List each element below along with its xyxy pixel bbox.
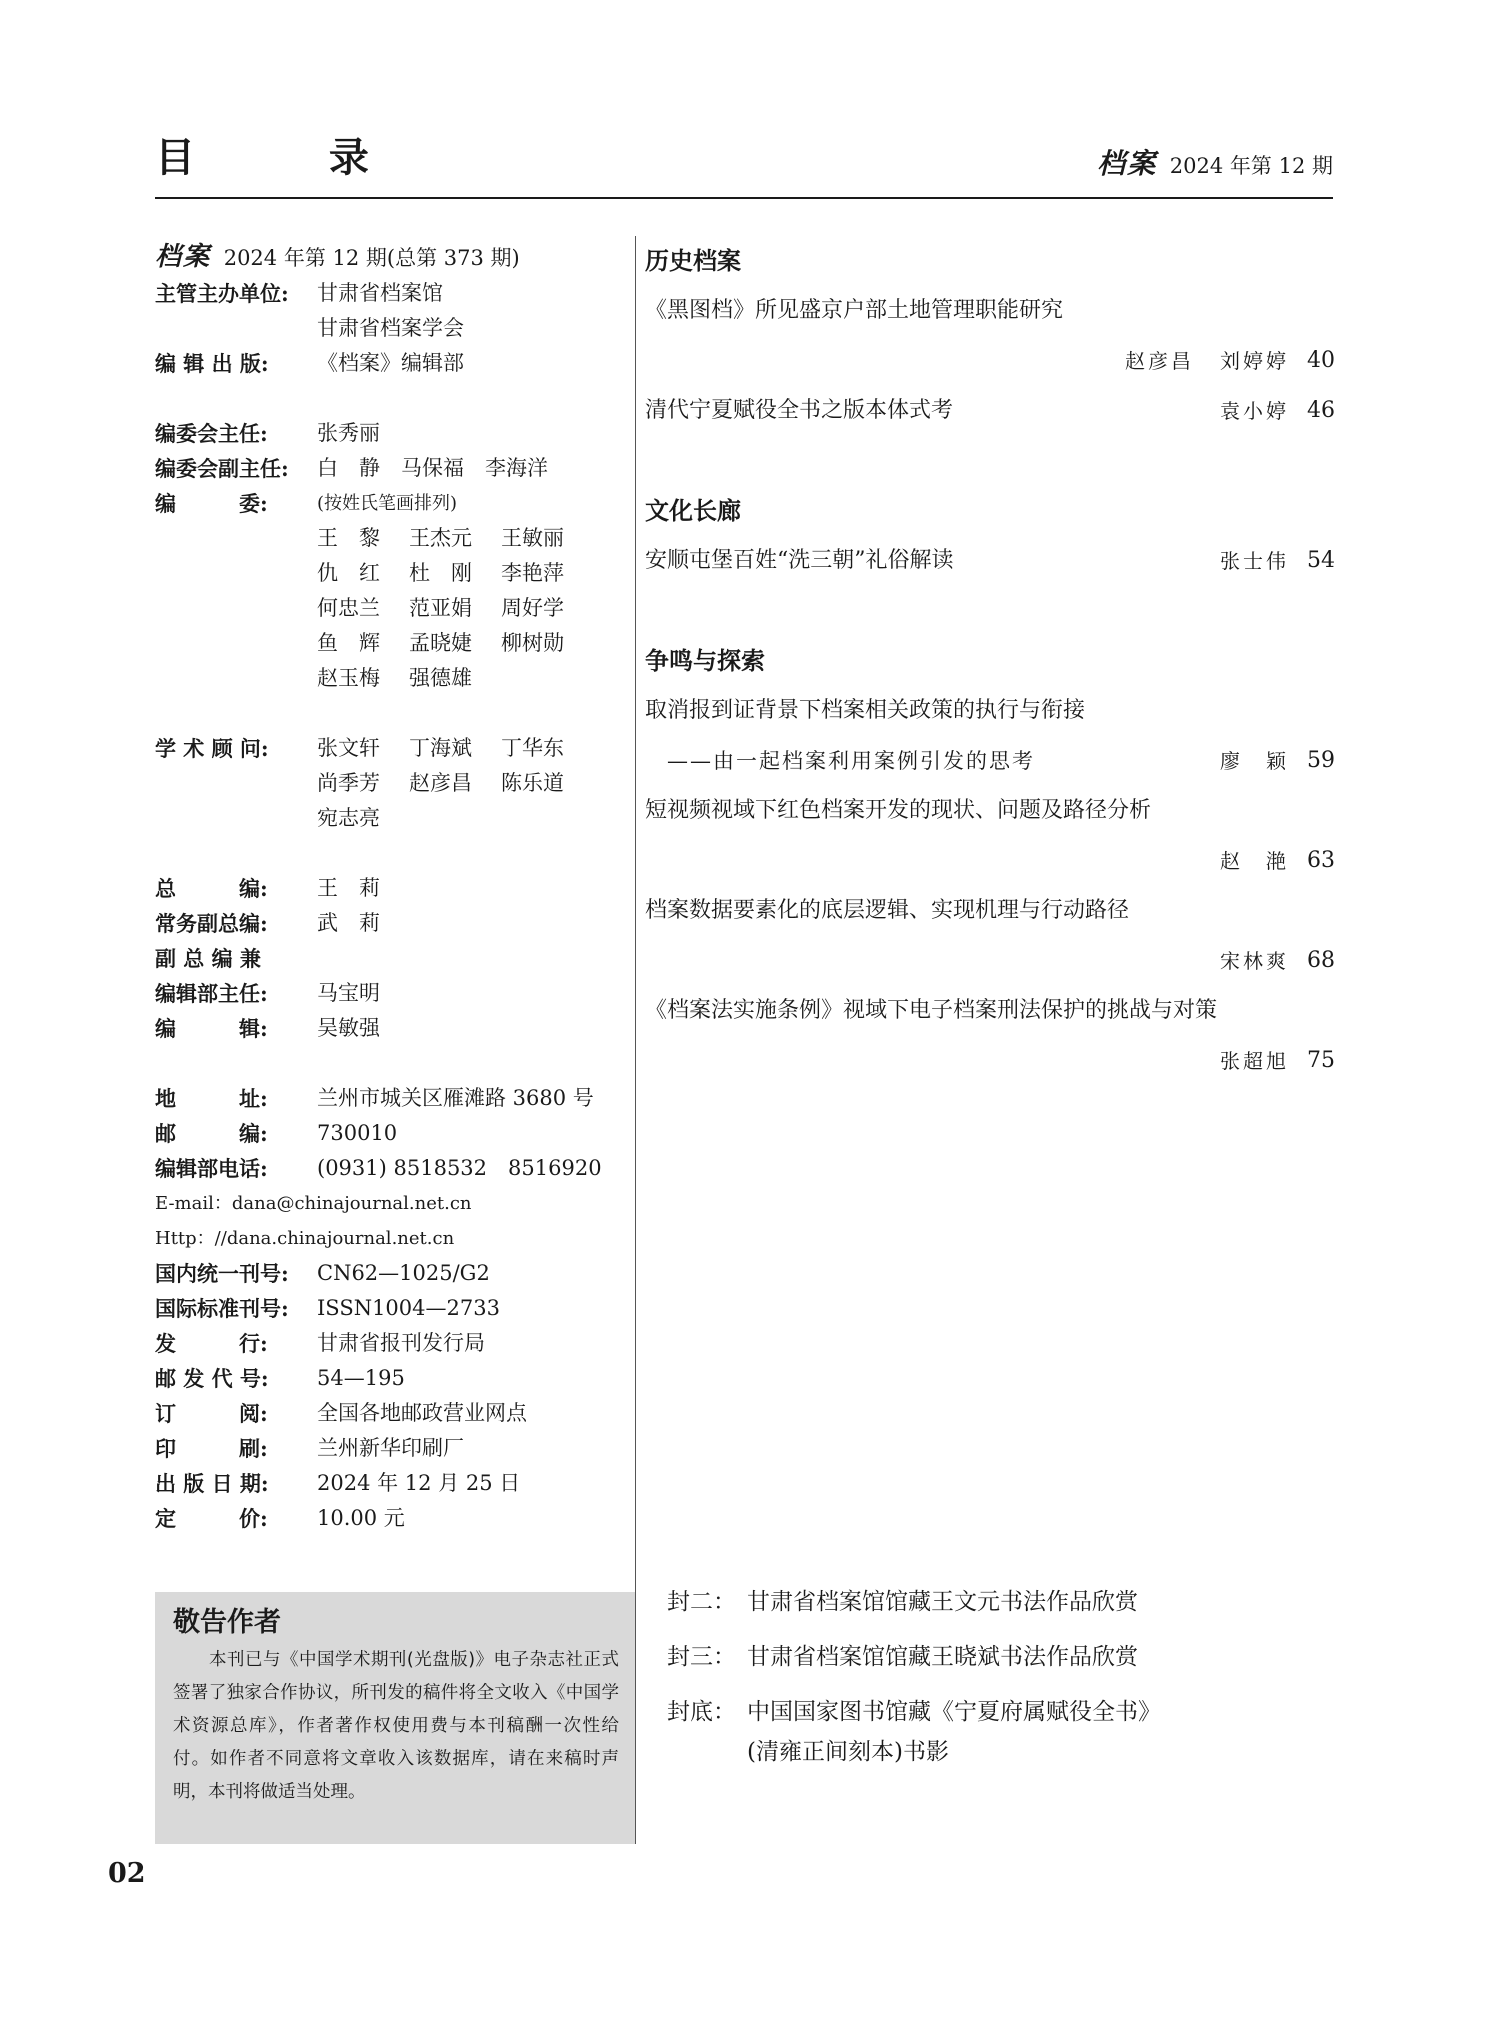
article-page: 68 [1307,948,1335,973]
article-author: 赵彦昌 [1125,349,1194,373]
committee-member: 赵玉梅 [317,666,380,690]
cover-text-continued: (清雍正间刻本)书影 [747,1739,949,1765]
exec-deputy-row [155,906,625,941]
committee-member: 王 黎 [317,526,380,550]
price-label: 定 价: [155,1506,268,1531]
masthead [155,240,625,1536]
committee-member: 周好学 [501,596,564,620]
committee-chair-label: 编委会主任: [155,421,268,446]
committee-member: 王敏丽 [501,526,564,550]
table-of-contents [645,236,1335,1086]
price-row [155,1501,625,1536]
article-author: 刘婷婷 [1220,349,1289,373]
advisor: 张文轩 [317,736,380,760]
advisor: 宛志亮 [317,806,380,830]
committee-chair-value: 张秀丽 [317,421,380,445]
subscribe-row [155,1396,625,1431]
email: E-mail：dana@chinajournal.net.cn [155,1193,472,1214]
committee-vice-label: 编委会副主任: [155,456,289,481]
postcode-value: 730010 [317,1121,398,1145]
address-value: 兰州市城关区雁滩路 3680 号 [317,1086,594,1110]
article-page: 75 [1307,1048,1335,1073]
committee-member: 孟晓婕 [409,631,472,655]
article-author: 廖 颖 [1220,749,1289,773]
article-page: 59 [1307,748,1335,773]
masthead-issue: 2024 年第 12 期(总第 373 期) [223,246,520,270]
section-title: 文化长廊 [645,497,741,525]
exec-deputy-value: 武 莉 [317,911,380,935]
postal-code-row [155,1361,625,1396]
editor-label: 编 辑: [155,1016,268,1041]
article-subtitle: ——由一起档案利用案例引发的思考 [667,749,1035,773]
issn-row [155,1291,625,1326]
committee-member: 王杰元 [409,526,472,550]
deputy-label: 副 总 编 兼 [155,946,261,971]
cover-item [667,1630,1317,1685]
committee-member: 柳树勋 [501,631,564,655]
website: Http：//dana.chinajournal.net.cn [155,1228,455,1249]
article-page: 54 [1307,548,1335,573]
section-title: 历史档案 [645,247,741,275]
article-title[interactable]: 《黑图档》所见盛京户部土地管理职能研究 [645,298,1064,323]
deputy-row [155,941,625,976]
article-title[interactable]: 安顺屯堡百姓“洗三朝”礼俗解读 [645,548,954,573]
article-meta [645,336,1335,386]
article-author: 宋林爽 [1220,949,1289,973]
sponsor-value-2: 甘肃省档案学会 [317,316,464,340]
editor-in-chief-row [155,871,625,906]
committee-row [155,486,625,521]
advisor: 丁海斌 [409,736,472,760]
article-meta [645,936,1335,986]
printer-value: 兰州新华印刷厂 [317,1436,464,1460]
phone-value: (0931) 8518532 8516920 [317,1156,602,1180]
phone-row [155,1151,625,1186]
address-label: 地 址: [155,1086,268,1111]
advisor: 赵彦昌 [409,771,472,795]
price-value: 10.00 元 [317,1506,405,1530]
distributor-row [155,1326,625,1361]
committee-names [317,521,625,696]
cover-notes [667,1575,1317,1772]
committee-member: 鱼 辉 [317,631,380,655]
page-number: 02 [108,1858,146,1889]
cn-label: 国内统一刊号: [155,1261,289,1286]
publisher-row [155,346,625,381]
article-page: 63 [1307,848,1335,873]
committee-chair-row [155,416,625,451]
postcode-label: 邮 编: [155,1121,268,1146]
cn-row [155,1256,625,1291]
cover-text: 甘肃省档案馆馆藏王文元书法作品欣赏 [747,1589,1138,1615]
advisor: 陈乐道 [501,771,564,795]
article-title[interactable]: 短视频视域下红色档案开发的现状、问题及路径分析 [645,798,1152,823]
masthead-title [155,240,625,276]
postal-code-label: 邮 发 代 号: [155,1366,269,1391]
article-page: 46 [1307,398,1335,423]
committee-names-row [155,521,625,696]
cover-text: 中国国家图书馆藏《宁夏府属赋役全书》 [747,1699,1161,1725]
exec-deputy-label: 常务副总编: [155,911,268,936]
committee-member: 强德雄 [409,666,472,690]
printer-row [155,1431,625,1466]
committee-vice-value: 白 静 马保福 李海洋 [317,456,548,480]
issn-label: 国际标准刊号: [155,1296,289,1321]
editor-in-chief-label: 总 编: [155,876,268,901]
page-title: 目 录 [155,134,429,181]
section-title: 争鸣与探索 [645,647,765,675]
article-meta [645,836,1335,886]
article-title[interactable]: 《档案法实施条例》视域下电子档案刑法保护的挑战与对策 [645,998,1218,1023]
article-meta [645,1036,1335,1086]
article-author: 张超旭 [1220,1049,1289,1073]
dept-head-row [155,976,625,1011]
masthead-logo: 档案 [155,242,212,272]
committee-member: 何忠兰 [317,596,380,620]
cover-text: 甘肃省档案馆馆藏王晓斌书法作品欣赏 [747,1644,1138,1670]
advisors-label: 学 术 顾 问: [155,736,269,761]
dept-head-label: 编辑部主任: [155,981,268,1006]
pub-date-label: 出 版 日 期: [155,1471,269,1496]
article-subtitle-line [645,736,1335,786]
committee-note: (按姓氏笔画排列) [317,493,458,514]
committee-member: 杜 刚 [409,561,472,585]
sponsor-label: 主管主办单位: [155,281,289,306]
editor-row [155,1011,625,1046]
column-divider [635,236,636,1844]
notice-body: 本刊已与《中国学术期刊(光盘版)》电子杂志社正式签署了独家合作协议，所刊发的稿件将全文收入《中国学术资源总库》，作者著作权使用费与本刊稿酬一次性给付。如作者不同意将文章收入该数据库，请在来稿时声明，本刊将做适当处理。 [173,1650,619,1802]
advisor: 尚季芳 [317,771,380,795]
advisors-row [155,731,625,836]
committee-member: 范亚娟 [409,596,472,620]
address-row [155,1081,625,1116]
article-author: 袁小婷 [1220,399,1289,423]
article-author: 张士伟 [1220,549,1289,573]
editor-value: 吴敏强 [317,1016,380,1040]
article-author: 赵 滟 [1220,849,1289,873]
advisor-names [317,731,625,836]
subscribe-label: 订 阅: [155,1401,268,1426]
article-entry[interactable] [645,536,1335,586]
sponsor-value-1: 甘肃省档案馆 [317,281,443,305]
issn-value: ISSN1004—2733 [317,1296,500,1320]
header-divider [155,197,1333,199]
pub-date-value: 2024 年 12 月 25 日 [317,1471,521,1495]
cover-item [667,1575,1317,1630]
phone-label: 编辑部电话: [155,1156,268,1181]
committee-label: 编 委: [155,491,268,516]
printer-label: 印 刷: [155,1436,268,1461]
article-title[interactable]: 档案数据要素化的底层逻辑、实现机理与行动路径 [645,898,1130,923]
committee-vice-row [155,451,625,486]
publisher-value: 《档案》编辑部 [317,351,464,375]
sponsor-row [155,276,625,311]
pub-date-row [155,1466,625,1501]
cover-label: 封二： [667,1589,736,1615]
committee-member: 李艳萍 [501,561,564,585]
notice-title: 敬告作者 [173,1607,281,1638]
advisor: 丁华东 [501,736,564,760]
header-journal-issue [1097,147,1333,180]
postal-code-value: 54—195 [317,1366,405,1390]
publisher-label: 编 辑 出 版: [155,351,269,376]
editor-in-chief-value: 王 莉 [317,876,380,900]
dept-head-value: 马宝明 [317,981,380,1005]
cn-value: CN62—1025/G2 [317,1261,490,1285]
cover-label: 封三： [667,1644,736,1670]
article-title[interactable]: 清代宁夏赋役全书之版本体式考 [645,398,954,423]
author-notice-box [155,1592,635,1844]
distributor-label: 发 行: [155,1331,268,1356]
postcode-row [155,1116,625,1151]
article-page: 40 [1307,348,1335,373]
header-issue: 2024 年第 12 期 [1169,154,1333,178]
cover-label: 封底： [667,1699,736,1725]
article-title[interactable]: 取消报到证背景下档案相关政策的执行与衔接 [645,698,1086,723]
journal-logo: 档案 [1097,147,1158,180]
sponsor-row-2 [155,311,625,346]
distributor-value: 甘肃省报刊发行局 [317,1331,485,1355]
deputy-value [317,941,625,976]
article-entry[interactable] [645,386,1335,436]
committee-member: 仇 红 [317,561,380,585]
subscribe-value: 全国各地邮政营业网点 [317,1401,527,1425]
